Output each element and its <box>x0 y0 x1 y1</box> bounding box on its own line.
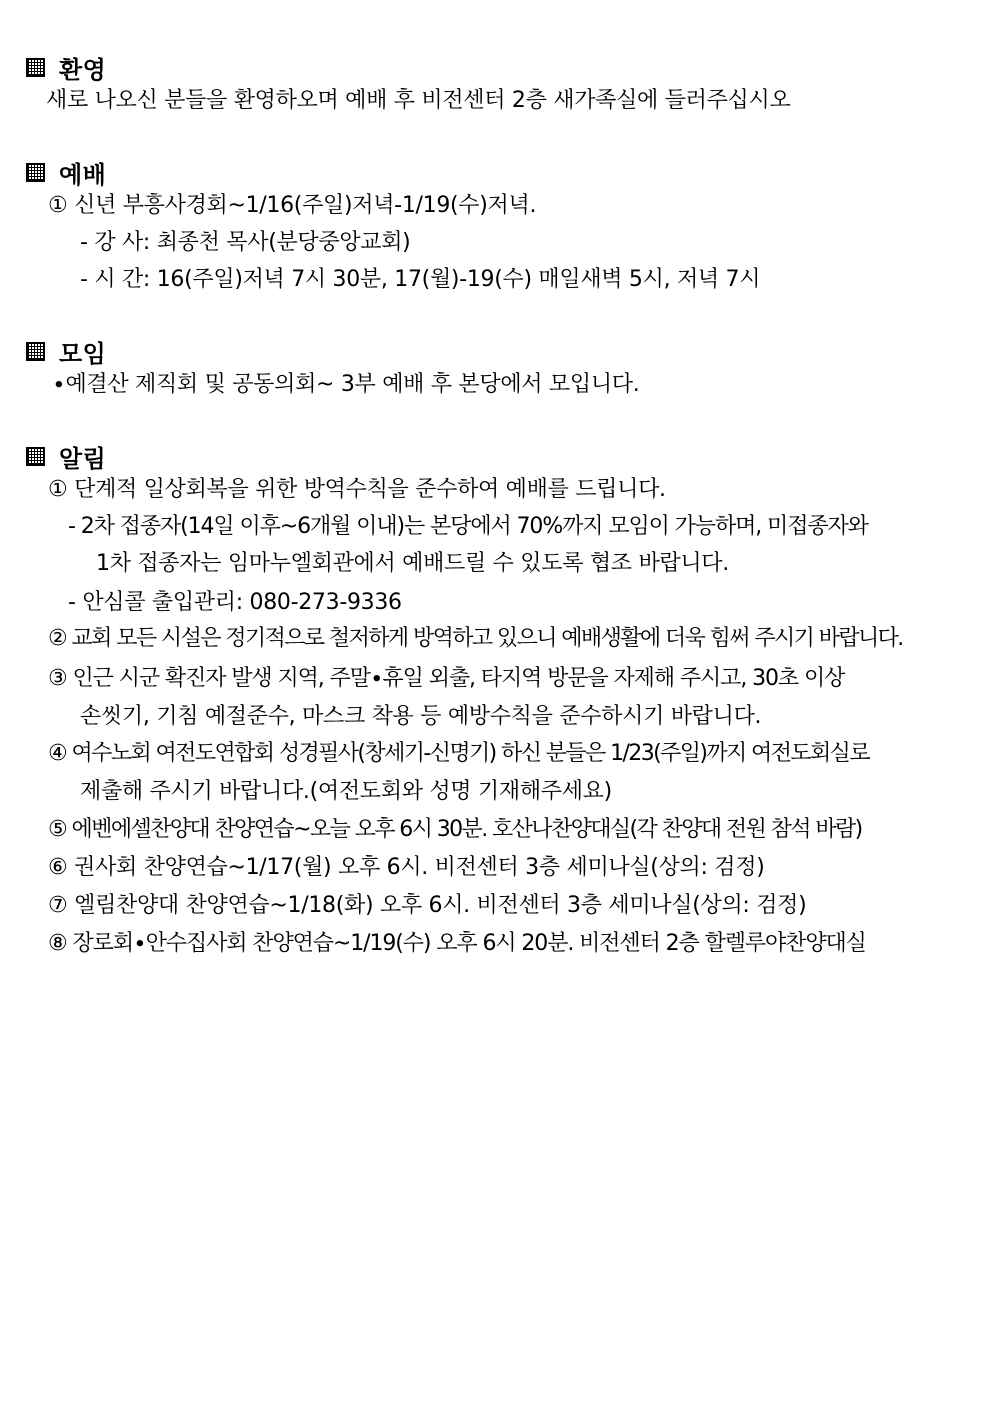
notice-item-8: ⑧ 장로회∙안수집사회 찬양연습~1/19(수) 오후 6시 20분. 비전센터 2층 할렐루야찬양대실 <box>48 931 866 956</box>
notice-item-3-line-1: ③ 인근 시군 확진자 발생 지역, 주말∙휴일 외출, 타지역 방문을 자제해 주시고, 30초 이상 <box>48 666 845 691</box>
notice-item-4-line-1: ④ 여수노회 여전도연합회 성경필사(창세기-신명기) 하신 분들은 1/23(주일)까지 여전도회실로 <box>48 741 869 766</box>
worship-speaker: - 강 사: 최종천 목사(분당중앙교회) <box>80 230 411 255</box>
meeting-item-1: ∙예결산 제직회 및 공동의회~ 3부 예배 후 본당에서 모입니다. <box>52 372 640 397</box>
hatched-square-icon <box>26 342 45 361</box>
welcome-text: 새로 나오신 분들을 환영하오며 예배 후 비전센터 2층 새가족실에 들러주십시오 <box>46 88 791 113</box>
section-title-welcome: 환영 <box>59 55 107 84</box>
hatched-square-icon <box>26 58 45 77</box>
notice-item-4-line-2: 제출해 주시기 바랍니다.(여전도회와 성명 기재해주세요) <box>80 779 612 804</box>
section-title-notice: 알림 <box>59 444 107 473</box>
notice-item-6: ⑥ 권사회 찬양연습~1/17(월) 오후 6시. 비전센터 3층 세미나실(상의: 검정) <box>48 855 765 880</box>
section-heading-welcome <box>26 50 106 84</box>
notice-item-1-sub-2: - 안심콜 출입관리: 080-273-9336 <box>68 590 402 615</box>
notice-item-1: ① 단계적 일상회복을 위한 방역수칙을 준수하여 예배를 드립니다. <box>48 477 666 502</box>
notice-item-1-sub-1-line-2: 1차 접종자는 임마누엘회관에서 예배드릴 수 있도록 협조 바랍니다. <box>96 551 729 576</box>
section-heading-worship <box>26 155 106 189</box>
notice-item-5: ⑤ 에벤에셀찬양대 찬양연습~오늘 오후 6시 30분. 호산나찬양대실(각 찬양대 전원 참석 바람) <box>48 817 862 842</box>
section-heading-notice <box>26 439 106 473</box>
hatched-square-icon <box>26 447 45 466</box>
section-title-worship: 예배 <box>59 160 107 189</box>
section-heading-meeting <box>26 334 106 368</box>
notice-item-7: ⑦ 엘림찬양대 찬양연습~1/18(화) 오후 6시. 비전센터 3층 세미나실(상의: 검정) <box>48 893 807 918</box>
worship-time: - 시 간: 16(주일)저녁 7시 30분, 17(월)-19(수) 매일새벽 5시, 저녁 7시 <box>80 267 761 292</box>
worship-item-1: ① 신년 부흥사경회~1/16(주일)저녁-1/19(수)저녁. <box>48 193 537 218</box>
notice-item-3-line-2: 손씻기, 기침 예절준수, 마스크 착용 등 예방수칙을 준수하시기 바랍니다. <box>80 704 762 729</box>
notice-item-2: ② 교회 모든 시설은 정기적으로 철저하게 방역하고 있으니 예배생활에 더욱 힘써 주시기 바랍니다. <box>48 626 903 651</box>
hatched-square-icon <box>26 163 45 182</box>
section-title-meeting: 모임 <box>59 339 107 368</box>
notice-item-1-sub-1-line-1: - 2차 접종자(14일 이후~6개월 이내)는 본당에서 70%까지 모임이 가능하며, 미접종자와 <box>68 514 868 539</box>
